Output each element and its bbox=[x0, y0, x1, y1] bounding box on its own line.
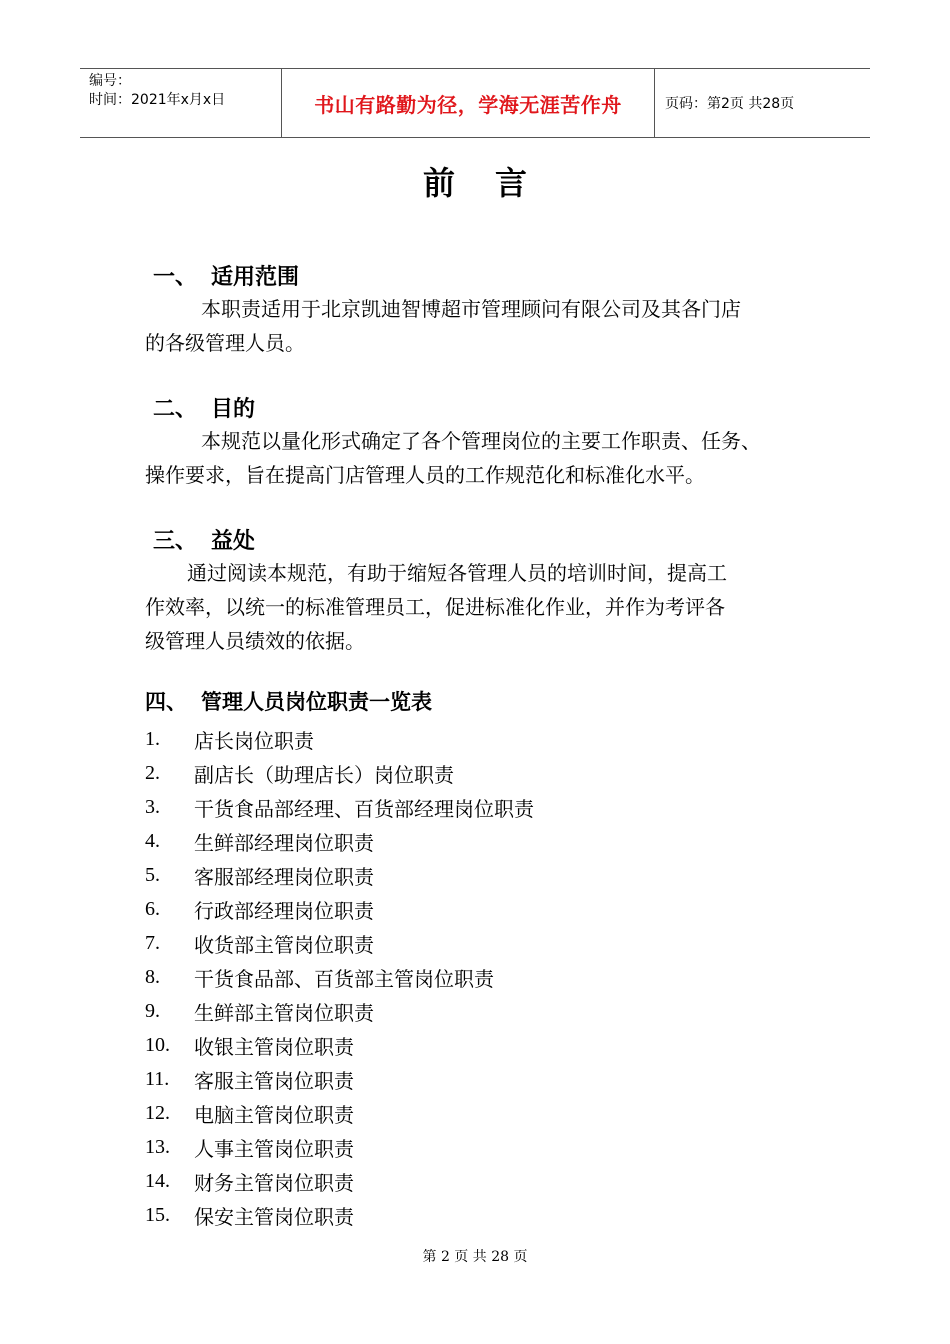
page-header bbox=[80, 68, 870, 138]
list-item-number: 6. bbox=[145, 897, 160, 920]
list-item-text: 行政部经理岗位职责 bbox=[194, 898, 374, 923]
list-item-number: 12. bbox=[145, 1101, 170, 1124]
list-item-text: 干货食品部、百货部主管岗位职责 bbox=[194, 966, 494, 991]
section-3-title: 益处 bbox=[211, 529, 256, 554]
list-item bbox=[145, 1062, 534, 1096]
section-1-line: 的各级管理人员。 bbox=[145, 331, 305, 355]
list-item-text: 人事主管岗位职责 bbox=[194, 1136, 354, 1161]
list-item-number: 1. bbox=[145, 727, 160, 750]
page-title: 前言 bbox=[422, 164, 567, 202]
section-1-line: 本职责适用于北京凯迪智博超市管理顾问有限公司及其各门店 bbox=[201, 297, 741, 321]
header-page-info-cell bbox=[655, 69, 870, 137]
list-item bbox=[145, 756, 534, 790]
list-item-text: 副店长（助理店长）岗位职责 bbox=[194, 762, 454, 787]
section-1-title: 适用范围 bbox=[211, 265, 300, 290]
list-item bbox=[145, 858, 534, 892]
section-3-number: 三、 bbox=[153, 529, 198, 554]
section-1-number: 一、 bbox=[153, 265, 198, 290]
list-item-text: 生鲜部经理岗位职责 bbox=[194, 830, 374, 855]
list-item bbox=[145, 1130, 534, 1164]
number-label: 编号： bbox=[89, 73, 131, 89]
list-item bbox=[145, 960, 534, 994]
list-item bbox=[145, 1164, 534, 1198]
list-item-number: 11. bbox=[145, 1067, 170, 1090]
section-4-number: 四、 bbox=[145, 690, 187, 714]
section-4-title: 管理人员岗位职责一览表 bbox=[201, 690, 432, 714]
header-motto-cell bbox=[282, 69, 655, 137]
list-item bbox=[145, 722, 534, 756]
list-item bbox=[145, 824, 534, 858]
list-item bbox=[145, 994, 534, 1028]
list-item-number: 3. bbox=[145, 795, 160, 818]
list-item bbox=[145, 1198, 534, 1232]
section-2-body bbox=[145, 424, 761, 492]
list-item bbox=[145, 892, 534, 926]
header-meta bbox=[80, 69, 282, 137]
list-item-text: 电脑主管岗位职责 bbox=[194, 1102, 354, 1127]
section-4-heading bbox=[145, 686, 432, 716]
section-2-number: 二、 bbox=[153, 397, 198, 422]
list-item-text: 财务主管岗位职责 bbox=[194, 1170, 354, 1195]
list-item-number: 8. bbox=[145, 965, 160, 988]
list-item-text: 收银主管岗位职责 bbox=[194, 1034, 354, 1059]
section-1-heading bbox=[153, 260, 299, 291]
list-item-number: 13. bbox=[145, 1135, 170, 1158]
page-footer: 第 2 页 共 28 页 bbox=[422, 1249, 528, 1265]
section-3-line: 作效率，以统一的标准管理员工，促进标准化作业，并作为考评各 bbox=[145, 595, 725, 619]
list-item-number: 9. bbox=[145, 999, 160, 1022]
section-2-line: 操作要求，旨在提高门店管理人员的工作规范化和标准化水平。 bbox=[145, 463, 705, 487]
list-item-text: 客服主管岗位职责 bbox=[194, 1068, 354, 1093]
duty-list bbox=[145, 722, 534, 1232]
list-item-text: 店长岗位职责 bbox=[194, 728, 314, 753]
section-3-line: 通过阅读本规范，有助于缩短各管理人员的培训时间，提高工 bbox=[187, 561, 727, 585]
motto: 书山有路勤为径，学海无涯苦作舟 bbox=[314, 92, 622, 117]
section-2-line: 本规范以量化形式确定了各个管理岗位的主要工作职责、任务、 bbox=[201, 429, 761, 453]
list-item-number: 2. bbox=[145, 761, 160, 784]
list-item bbox=[145, 1028, 534, 1062]
section-3-heading bbox=[153, 524, 255, 555]
time-label: 时间：2021年x月x日 bbox=[89, 92, 226, 108]
list-item-text: 干货食品部经理、百货部经理岗位职责 bbox=[194, 796, 534, 821]
list-item-number: 14. bbox=[145, 1169, 170, 1192]
page-info: 页码：第2页 共28页 bbox=[665, 96, 795, 112]
list-item-text: 收货部主管岗位职责 bbox=[194, 932, 374, 957]
list-item-text: 客服部经理岗位职责 bbox=[194, 864, 374, 889]
list-item-number: 4. bbox=[145, 829, 160, 852]
list-item bbox=[145, 790, 534, 824]
list-item-text: 保安主管岗位职责 bbox=[194, 1204, 354, 1229]
list-item bbox=[145, 1096, 534, 1130]
section-2-title: 目的 bbox=[211, 397, 256, 422]
list-item-number: 5. bbox=[145, 863, 160, 886]
list-item-number: 10. bbox=[145, 1033, 170, 1056]
section-1-body bbox=[145, 292, 741, 360]
list-item-number: 7. bbox=[145, 931, 160, 954]
section-2-heading bbox=[153, 392, 255, 423]
list-item-text: 生鲜部主管岗位职责 bbox=[194, 1000, 374, 1025]
list-item bbox=[145, 926, 534, 960]
list-item-number: 15. bbox=[145, 1203, 170, 1226]
section-3-line: 级管理人员绩效的依据。 bbox=[145, 629, 365, 653]
section-3-body bbox=[145, 556, 727, 658]
